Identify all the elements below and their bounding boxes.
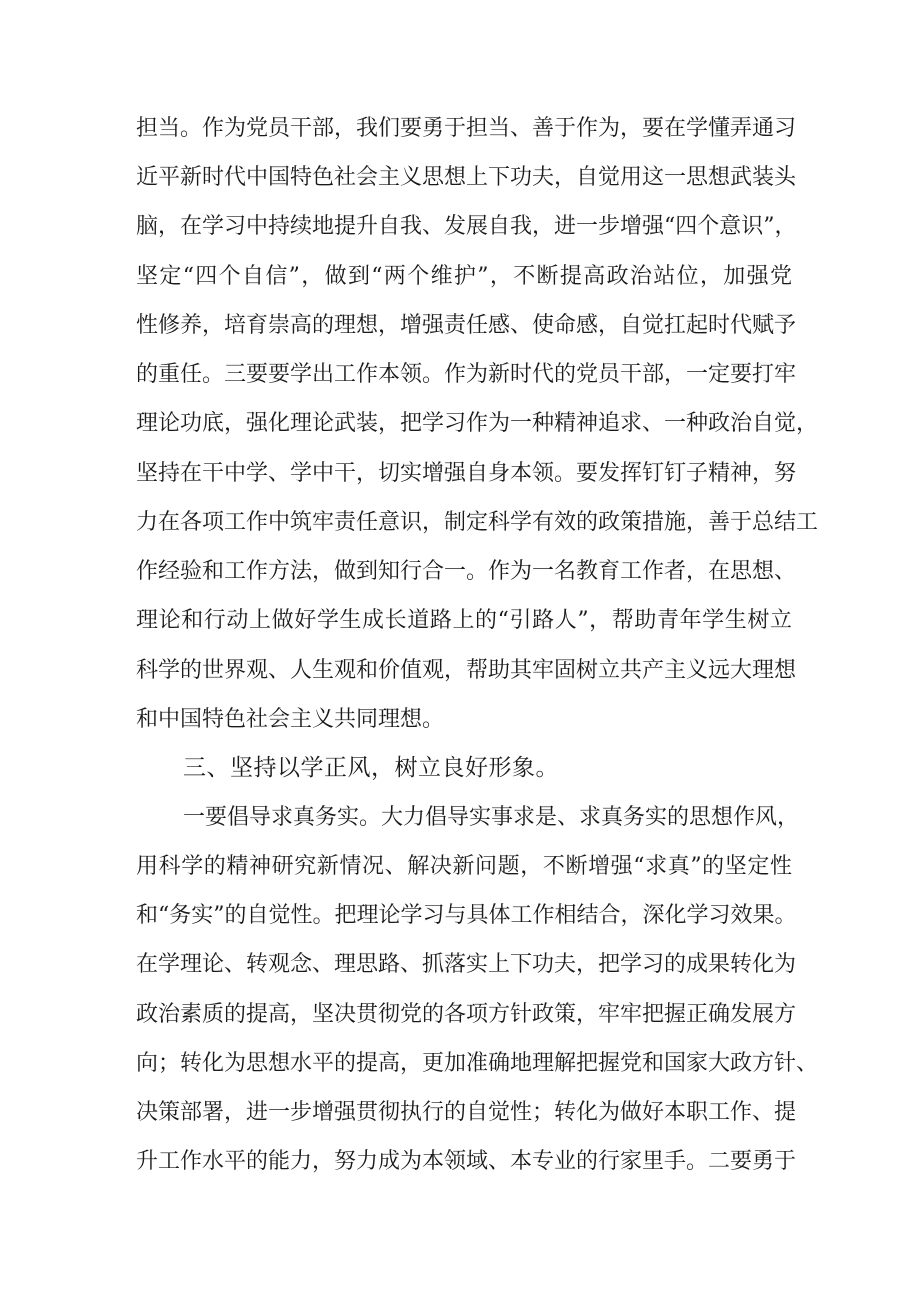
paragraph-line: 担当。作为党员干部，我们要勇于担当、善于作为，要在学懂弄通习	[136, 116, 797, 141]
paragraph-line: 理论功底，强化理论武装，把学习作为一种精神追求、一种政治自觉，	[136, 411, 819, 436]
paragraph-line: 坚持在干中学、学中干，切实增强自身本领。要发挥钉钉子精神，努	[136, 461, 797, 486]
paragraph-line: 和中国特色社会主义共同理想。	[136, 707, 445, 732]
paragraph-line: 用科学的精神研究新情况、解决新问题，不断增强“求真”的坚定性	[136, 854, 792, 879]
paragraph-line: 决策部署，进一步增强贯彻执行的自觉性；转化为做好本职工作、提	[136, 1100, 797, 1125]
paragraph-line: 向；转化为思想水平的提高，更加准确地理解把握党和国家大政方针、	[136, 1051, 819, 1076]
paragraph-line: 力在各项工作中筑牢责任意识，制定科学有效的政策措施，善于总结工	[136, 510, 819, 535]
paragraph-line: 科学的世界观、人生观和价值观，帮助其牢固树立共产主义远大理想	[136, 658, 797, 683]
paragraph-line: 升工作水平的能力，努力成为本领域、本专业的行家里手。二要勇于	[136, 1149, 797, 1174]
paragraph-line: 坚定“四个自信”，做到“两个维护”，不断提高政治站位，加强党	[136, 264, 792, 289]
paragraph-line: 在学理论、转观念、理思路、抓落实上下功夫，把学习的成果转化为	[136, 952, 797, 977]
paragraph-line: 近平新时代中国特色社会主义思想上下功夫，自觉用这一思想武装头	[136, 165, 797, 190]
paragraph-line: 脑，在学习中持续地提升自我、发展自我，进一步增强“四个意识”，	[136, 214, 797, 239]
paragraph-line: 理论和行动上做好学生成长道路上的“引路人”，帮助青年学生树立	[136, 608, 792, 633]
paragraph-line: 一要倡导求真务实。大力倡导实事求是、求真务实的思想作风，	[183, 805, 800, 830]
paragraph-line: 的重任。三要要学出工作本领。作为新时代的党员干部，一定要打牢	[136, 362, 797, 387]
paragraph-line: 和“务实”的自觉性。把理论学习与具体工作相结合，深化学习效果。	[136, 903, 797, 928]
paragraph-line: 作经验和工作方法，做到知行合一。作为一名教育工作者，在思想、	[136, 559, 797, 584]
section-heading: 三、坚持以学正风，树立良好形象。	[183, 755, 559, 781]
paragraph-line: 性修养，培育崇高的理想，增强责任感、使命感，自觉扛起时代赋予	[136, 313, 797, 338]
paragraph-line: 政治素质的提高，坚决贯彻党的各项方针政策，牢牢把握正确发展方	[136, 1002, 797, 1027]
